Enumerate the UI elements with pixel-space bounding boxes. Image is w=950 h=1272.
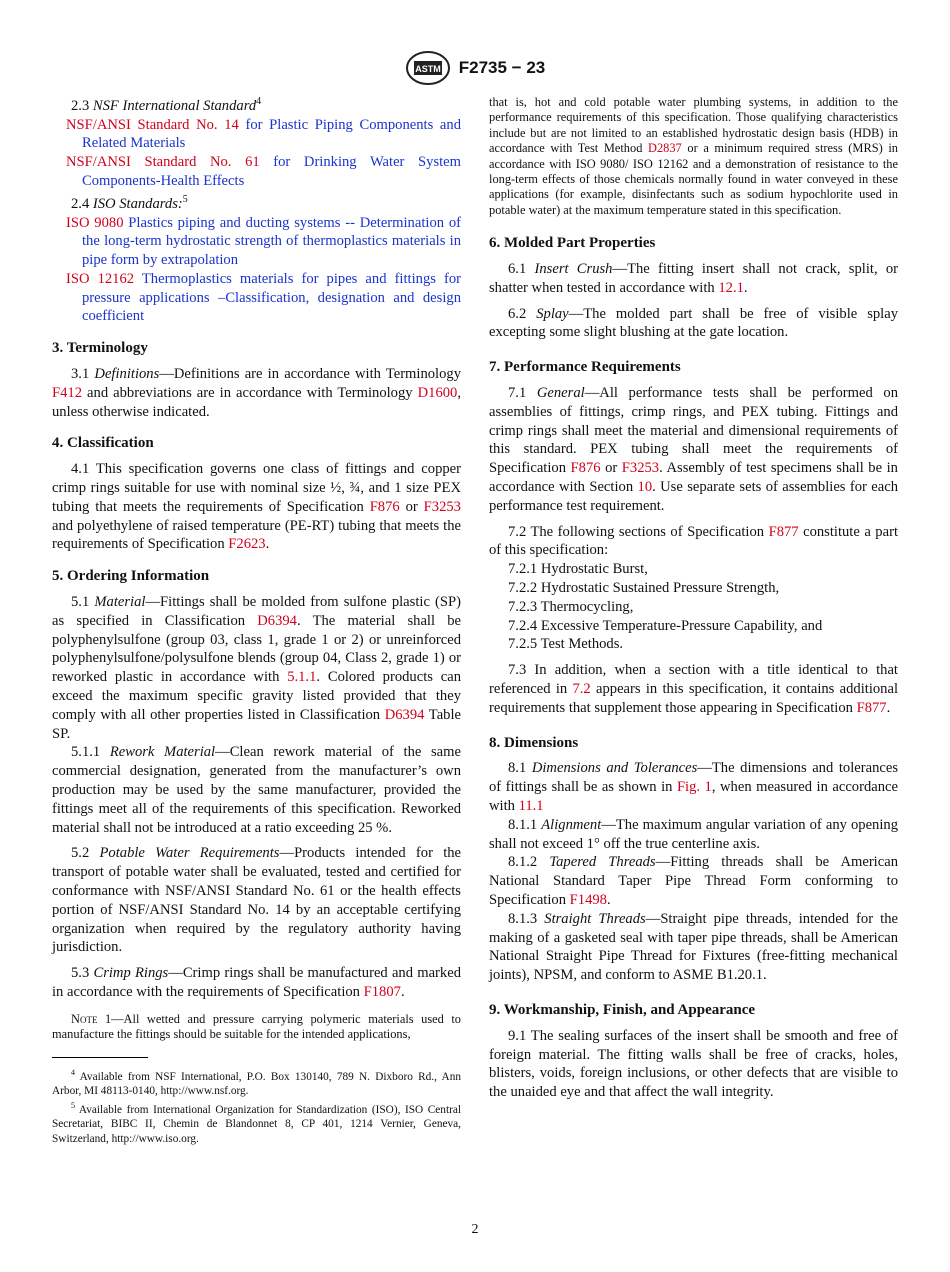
link-f1807[interactable]: F1807 (363, 983, 401, 1000)
link-f876-r[interactable]: F876 (570, 460, 601, 477)
link-fig-1[interactable]: Fig. 1 (676, 779, 712, 796)
link-f877[interactable]: F877 (768, 523, 799, 540)
link-f3253[interactable]: F3253 (423, 498, 461, 515)
para-5-3: 5.3 Crimp Rings—Crimp rings shall be manufactured and marked in accordance with the requirements of Specification F1807. (52, 965, 461, 1000)
para-8-1-2: 8.1.2 Tapered Threads—Fitting threads shall be American National Standard Taper Pipe Thread Form conforming to Specification F1498. (489, 854, 898, 908)
ref-iso-12162[interactable]: ISO 12162 Thermoplastics materials for pipes and fittings for pressure applications –Classification, designation and design coefficient (66, 270, 461, 325)
ref-iso-9080[interactable]: ISO 9080 Plastics piping and ducting systems -- Determination of the long-term hydrostatic strength of thermoplastics materials in pipe form by extrapolation (66, 214, 461, 269)
svg-text:ASTM: ASTM (415, 64, 441, 74)
ref-nsf-61[interactable]: NSF/ANSI Standard No. 61 for Drinking Water System Components-Health Effects (66, 154, 462, 190)
page-header (0, 50, 950, 86)
section-2-3: 2.3 NSF International Standard$^4$ (71, 96, 262, 114)
list-item: 7.2.2 Hydrostatic Sustained Pressure Strength, (508, 580, 780, 596)
link-f412[interactable]: F412 (52, 384, 83, 401)
link-f877-2[interactable]: F877 (856, 699, 887, 716)
heading-molded-part-properties: 6. Molded Part Properties (489, 235, 656, 252)
note-1-continued: that is, hot and cold potable water plumbing systems, in addition to the performance requirements of this specification. Those qualifying characteristics include but are not limited to an established hydrostatic design basis (HDB) in accordance with Test Method D2837 or a minimum required stress (MRS) in accordance with ISO 9080/ ISO 12162 and a demonstration of resistance to the long-term effects of those chemicals normally found in water conveyed in these applications (for example, disinfectants such as sodium hypochlorite used in potable water) at the maximum temperature stated in this specification. (489, 95, 898, 217)
link-f1498[interactable]: F1498 (569, 891, 607, 908)
para-8-1-3: 8.1.3 Straight Threads—Straight pipe threads, intended for the making of a gasketed seal with taper pipe threads, shall be American National Straight Pipe Thread for Fixtures (free-fitting mechanical joints), NPSM, and conform to ASME B1.20.1. (489, 910, 899, 984)
section-2-4: 2.4 ISO Standards:$^5$ (71, 193, 188, 212)
para-6-1: 6.1 Insert Crush—The fitting insert shall not crack, split, or shatter when tested in accordance with 12.1. (489, 261, 898, 296)
link-d2837[interactable]: D2837 (648, 141, 682, 156)
link-f2623[interactable]: F2623 (228, 536, 266, 553)
heading-terminology: 3. Terminology (52, 340, 148, 357)
right-column (489, 93, 898, 1102)
link-5-1-1[interactable]: 5.1.1 (287, 669, 317, 686)
para-5-1-1: 5.1.1 Rework Material—Clean rework material of the same commercial designation, generated from the manufacturer’s own production may be used by the same manufacturer, provided the fittings meet all of the requirements of this specification. Reworked material shall not be introduced at a ratio exceeding 25 %. (52, 744, 461, 836)
link-11-1[interactable]: 11.1 (518, 797, 544, 814)
para-7-3: 7.3 In addition, when a section with a title identical to that referenced in 7.2 appears in this specification, it contains additional requirements that supplement those appearing in Specification F877. (489, 662, 898, 716)
para-5-2: 5.2 Potable Water Requirements—Products intended for the transport of potable water shall be evaluated, tested and certified for conformance with NSF/ANSI Standard No. 61 or the health effects portion of NSF/ANSI Standard No. 14 by an acceptable certifying organization when required by the regulatory authority having jurisdiction. (52, 845, 462, 956)
link-section-10[interactable]: 10 (637, 479, 653, 496)
astm-logo-icon (405, 50, 451, 86)
heading-performance-requirements: 7. Performance Requirements (489, 359, 681, 376)
designation: F2735 − 23 (458, 58, 546, 77)
heading-ordering-information: 5. Ordering Information (52, 568, 210, 585)
link-f3253-r[interactable]: F3253 (621, 460, 660, 477)
footnote-4: $^4$ Available from NSF International, P.O. Box 130140, 789 N. Dixboro Rd., Ann Arbor, MI 48113-0140, http://www.nsf.org. (52, 1067, 461, 1098)
list-item: 7.2.3 Thermocycling, (508, 598, 634, 615)
left-column (52, 93, 461, 1146)
page-number: 2 (471, 1222, 479, 1237)
para-9-1: 9.1 The sealing surfaces of the insert shall be smooth and free of foreign material. The fitting walls shall be free of cracks, holes, blisters, voids, foreign inclusions, or other defects that are visible to the unaided eye and that affect the wall integrity. (489, 1027, 898, 1101)
para-4-1: 4.1 This specification governs one class of fittings and copper crimp rings suitable for use with nominal size ½, ¾, and 1 size PEX tubing that meets the requirements of Specification F876 or F3253 and polyethylene of raised temperature (PE-RT) tubing that meets the requirements of Specification F2623. (52, 461, 461, 553)
heading-dimensions: 8. Dimensions (489, 734, 579, 751)
list-item: 7.2.4 Excessive Temperature-Pressure Capability, and (508, 617, 823, 634)
para-6-2: 6.2 Splay—The molded part shall be free of visible splay excepting some slight blushing at the gate location. (489, 305, 899, 341)
para-8-1: 8.1 Dimensions and Tolerances—The dimensions and tolerances of fittings shall be as shown in Fig. 1, when measured in accordance with 11.1 (489, 760, 899, 814)
footnote-5: $^5$ Available from International Organization for Standardization (ISO), ISO Central Secretariat, BIBC II, Chemin de Blandonnet 8, CP 401, 1214 Vernier, Geneva, Switzerland, http://www.iso.org. (52, 1100, 461, 1145)
link-7-2[interactable]: 7.2 (572, 680, 591, 697)
link-12-1[interactable]: 12.1 (718, 279, 744, 296)
para-3-1: 3.1 Definitions—Definitions are in accordance with Terminology F412 and abbreviations are in accordance with Terminology D1600, unless otherwise indicated. (52, 366, 461, 420)
heading-workmanship: 9. Workmanship, Finish, and Appearance (489, 1001, 756, 1018)
para-5-1: 5.1 Material—Fittings shall be molded from sulfone plastic (SP) as specified in Classification D6394. The material shall be polyphenylsulfone (group 03, class 1, grade 1 or 2) or unreinforced polyphenylsulfone/polysulfone blends (group 04, Class 2, grade 1) or reworked plastic in accordance with 5.1.1. Colored products can exceed the maximum specific gravity listed provided that they comply with all other properties listed in Classification D6394 Table SP. (52, 594, 462, 742)
ref-nsf-14[interactable]: NSF/ANSI Standard No. 14 for Plastic Piping Components and Related Materials (66, 116, 461, 152)
link-d1600[interactable]: D1600 (417, 384, 458, 401)
list-item: 7.2.5 Test Methods. (508, 636, 624, 653)
para-7-2: 7.2 The following sections of Specification F877 constitute a part of this specification: (489, 523, 898, 559)
list-item: 7.2.1 Hydrostatic Burst, (508, 561, 648, 578)
para-8-1-1: 8.1.1 Alignment—The maximum angular variation of any opening shall not exceed 1° off the true centerline axis. (489, 816, 898, 852)
note-1: Note 1—All wetted and pressure carrying polymeric materials used to manufacture the fittings should be suitable for the intended applications, (52, 1011, 461, 1042)
link-d6394-2[interactable]: D6394 (384, 706, 425, 723)
para-7-1: 7.1 General—All performance tests shall be performed on assemblies of fittings, crimp rings, and PEX tubing. Fittings and crimp rings shall meet the material and dimensional requirements of this standard. PEX tubing shall meet the requirements of Specification F876 or F3253. Assembly of test specimens shall be in accordance with Section 10. Use separate sets of assemblies for each performance test requirement. (489, 385, 898, 514)
heading-classification: 4. Classification (52, 435, 154, 452)
footnote-divider (52, 1057, 148, 1058)
link-f876[interactable]: F876 (369, 498, 400, 515)
link-d6394[interactable]: D6394 (257, 612, 297, 629)
